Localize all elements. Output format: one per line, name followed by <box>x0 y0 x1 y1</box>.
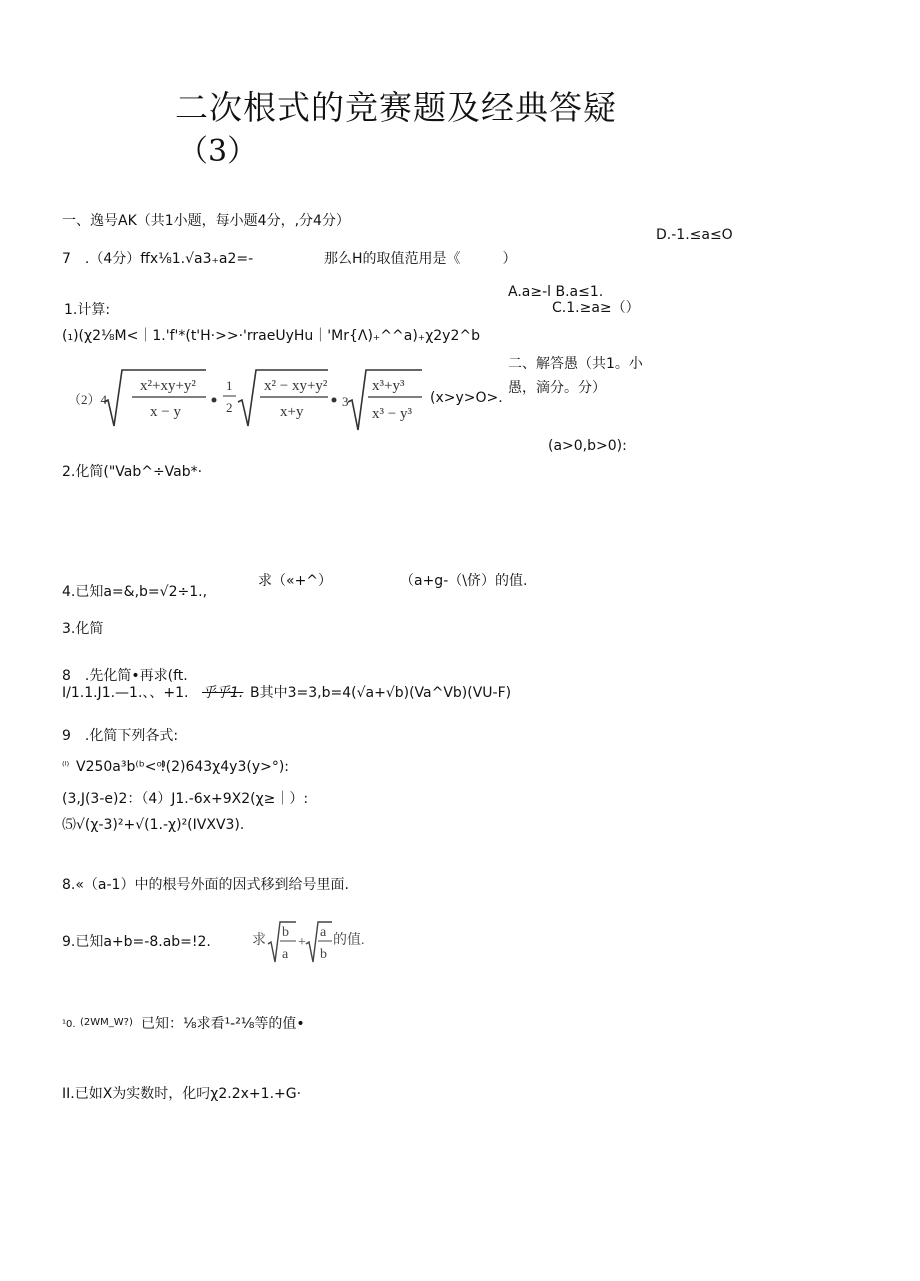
question-11: II.已如X为实数时，化叼χ2.2x+1.+G· <box>62 1086 302 1102</box>
question-8b: 8.«（a-1）中的根号外面的因式移到给号里面. <box>62 877 349 893</box>
question-9b-formula <box>250 918 370 964</box>
condition-ab: (a>0,b>0): <box>548 438 627 454</box>
calc-label: 1.计算: <box>64 302 111 318</box>
question-8-line2a: I/1.1.J1.—1.、、+1. <box>62 685 189 701</box>
f1-denominator: x − y <box>150 404 181 420</box>
q9b-frac2-num: a <box>320 925 327 940</box>
question-9-item1: V250a³b⁽ᵇ<ᵒ⁾ <box>76 759 166 775</box>
calc-2-condition: (x>y>O>. <box>430 390 503 406</box>
svg-text:1: 1 <box>226 378 233 393</box>
question-7-tail: 那么H的取值范用是《 ） <box>324 251 517 267</box>
question-4-ask-2: （a+g-（\侪）的值. <box>400 573 528 589</box>
f1-numerator: x²+xy+y² <box>140 378 196 394</box>
f3-numerator: x³+y³ <box>372 378 405 394</box>
question-10-number: ¹0. <box>62 1019 76 1030</box>
question-8-line2b: 乎乎1. <box>202 685 244 701</box>
question-8-line2c: B其中3=3,b=4(√a+√b)(Va^Vb)(VU-F) <box>250 685 512 701</box>
question-9-item5: ⑸√(χ-3)²+√(1.-χ)²(IVXV3). <box>62 817 245 833</box>
coef-3: 3 <box>342 394 349 409</box>
question-9-item2: !(2)643χ4y3(y>°): <box>160 759 290 775</box>
q9b-tail: 的值. <box>333 933 365 948</box>
calc-item-1: (₁)(χ2⅛M<｜1.'f'*(t'H·>>·'rraeUyHu｜'Mr{Λ)₊^^a)₊χ2y2^b <box>62 328 480 344</box>
question-8-line1: 8 .先化简•再求(ft. <box>62 668 188 684</box>
f3-denominator: x³ − y³ <box>372 406 412 422</box>
page-title: 二次根式的竞赛题及经典答疑 <box>175 88 617 127</box>
q9b-frac1-num: b <box>282 925 289 940</box>
q9b-frac2-den: b <box>320 947 327 962</box>
section2-header-line2: 愚，滴分。分） <box>508 380 606 396</box>
section1-header: 一、逸号AK（共1小题，每小题4分，,分4分） <box>62 213 350 229</box>
question-3: 3.化简 <box>62 621 104 637</box>
option-c: C.1.≥a≥（） <box>552 300 640 316</box>
question-7: 7 .（4分）ffx⅛1.√a3₊a2=- <box>62 251 254 267</box>
question-10: 已知：⅛求看¹-²⅛等的值• <box>141 1016 305 1032</box>
f2-numerator: x² − xy+y² <box>264 378 328 394</box>
q9b-frac1-den: a <box>282 947 289 962</box>
question-4-ask: 求（«+^） <box>258 573 333 589</box>
question-9-item1-prefix: ⁽ˡ⁾ <box>62 759 70 772</box>
svg-text:+: + <box>298 935 306 950</box>
calc-2-prefix: （2）4 <box>68 392 108 407</box>
q9b-ask: 求 <box>252 933 266 948</box>
question-9-item3-4: (3,J(3-e)2：（4）J1.-6x+9X2(χ≥｜）: <box>62 791 309 807</box>
question-10-source: (2WM_W?) <box>80 1017 133 1028</box>
question-4: 4.已知a=&,b=√2÷1., <box>62 584 208 600</box>
page-subtitle: （3） <box>178 134 258 169</box>
question-2: 2.化简("Vab^÷Vab*· <box>62 464 203 480</box>
question-9b: 9.已知a+b=-8.ab=!2. <box>62 934 211 950</box>
svg-text:2: 2 <box>226 400 233 415</box>
section2-header-line1: 二、解答愚（共1。小 <box>508 356 643 372</box>
option-ab: A.a≥-l B.a≤1. <box>508 284 604 300</box>
option-d: D.-1.≤a≤O <box>656 227 733 243</box>
question-9-title: 9 .化简下列各式: <box>62 728 179 744</box>
f2-denominator: x+y <box>280 404 304 420</box>
